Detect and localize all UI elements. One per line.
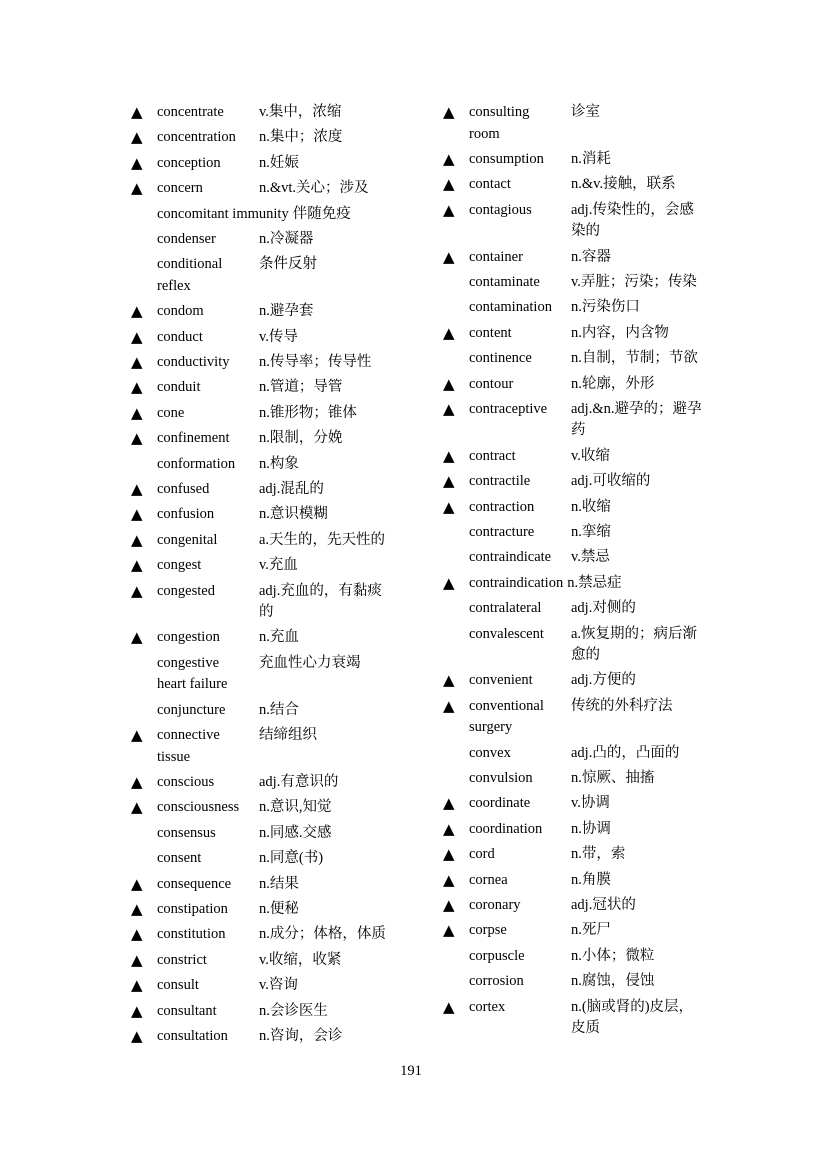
triangle-marker-icon: ▲ [131, 128, 143, 147]
entry-definition: n.腐蚀，侵蚀 [571, 973, 655, 990]
triangle-marker-icon: ▲ [131, 302, 143, 321]
entry-definition: adj.凸的，凸面的 [571, 744, 680, 761]
glossary-entry [128, 454, 394, 476]
entry-definition: adj.冠状的 [571, 897, 636, 914]
entry-definition: n.惊厥、抽搐 [571, 770, 655, 787]
glossary-entry [440, 598, 706, 620]
entry-term: contamination [469, 299, 552, 316]
entry-definition: n.成分；体格，体质 [259, 926, 386, 943]
glossary-entry [128, 479, 394, 501]
entry-term: cone [157, 404, 185, 421]
glossary-entry [440, 272, 706, 294]
entry-term: conscious [157, 773, 215, 790]
glossary-entry [440, 946, 706, 968]
entry-definition: n.结合 [259, 701, 299, 718]
glossary-entry [440, 743, 706, 765]
glossary-entry [128, 899, 394, 921]
entry-term: congested [157, 582, 215, 599]
glossary-entry [128, 377, 394, 399]
entry-term: contraindicate [469, 549, 552, 566]
triangle-marker-icon: ▲ [443, 175, 455, 194]
triangle-marker-icon: ▲ [443, 573, 455, 592]
glossary-entry [440, 374, 706, 396]
entry-term: convenient [469, 672, 533, 689]
glossary-entry [440, 624, 706, 667]
triangle-marker-icon: ▲ [443, 845, 455, 864]
entry-definition: n.内容，内含物 [571, 324, 669, 341]
entry-term: convulsion [469, 770, 533, 787]
glossary-entry [128, 327, 394, 349]
triangle-marker-icon: ▲ [131, 353, 143, 372]
entry-definition: n.会诊医生 [259, 1002, 328, 1019]
triangle-marker-icon: ▲ [443, 103, 455, 121]
triangle-marker-icon: ▲ [443, 997, 455, 1016]
entry-term: corpuscle [469, 947, 525, 964]
glossary-entry [440, 895, 706, 917]
entry-definition: 诊室 [571, 104, 600, 120]
entry-definition: n.妊娠 [259, 154, 299, 171]
entry-term: contagious [469, 201, 532, 218]
triangle-marker-icon: ▲ [131, 153, 143, 172]
triangle-marker-icon: ▲ [131, 798, 143, 817]
entry-term: convex [469, 744, 511, 761]
entry-definition: n.意识模糊 [259, 506, 328, 523]
entry-definition: 传统的外科疗法 [571, 697, 673, 714]
entry-definition: n.锥形物；锥体 [259, 404, 357, 421]
entry-term: conduit [157, 379, 201, 396]
entry-term: contractile [469, 473, 531, 490]
triangle-marker-icon: ▲ [131, 976, 143, 995]
triangle-marker-icon: ▲ [131, 530, 143, 549]
glossary-entry [440, 323, 706, 345]
glossary-entry [440, 971, 706, 993]
triangle-marker-icon: ▲ [131, 556, 143, 575]
entry-term: connective tissue [157, 727, 220, 765]
glossary-entry [128, 848, 394, 870]
triangle-marker-icon: ▲ [131, 327, 143, 346]
entry-term: contraceptive [469, 400, 548, 417]
triangle-marker-icon: ▲ [443, 696, 455, 715]
entry-term: content [469, 324, 512, 341]
glossary-entry [128, 403, 394, 425]
triangle-marker-icon: ▲ [131, 403, 143, 422]
glossary-entry [128, 874, 394, 896]
entry-term: cornea [469, 871, 508, 888]
entry-definition: n.角膜 [571, 871, 611, 888]
glossary-entry [128, 204, 394, 226]
triangle-marker-icon: ▲ [443, 472, 455, 491]
entry-run-in-line [157, 204, 393, 226]
entry-term: congestion [157, 629, 220, 646]
entry-term: consequence [157, 875, 232, 892]
entry-definition: n.同感.交感 [259, 824, 332, 841]
entry-definition: v.收缩，收紧 [259, 951, 342, 968]
entry-term: consulting room [469, 104, 530, 142]
entry-definition: adj.充血的，有黏痰的 [259, 582, 382, 621]
entry-term: conditional reflex [157, 256, 223, 294]
entry-term: concentrate [157, 104, 224, 120]
entry-definition: v.协调 [571, 795, 610, 812]
entry-definition: n.限制，分娩 [259, 430, 343, 447]
triangle-marker-icon: ▲ [131, 378, 143, 397]
triangle-marker-icon: ▲ [443, 323, 455, 342]
glossary-entry [440, 547, 706, 569]
entry-term: concomitant immunity [157, 205, 289, 222]
triangle-marker-icon: ▲ [443, 446, 455, 465]
entry-term: conductivity [157, 354, 230, 371]
glossary-entry [440, 870, 706, 892]
entry-definition: v.咨询 [259, 977, 298, 994]
entry-term: conjuncture [157, 701, 226, 718]
triangle-marker-icon: ▲ [131, 581, 143, 600]
triangle-marker-icon: ▲ [443, 896, 455, 915]
entry-definition: n.咨询，会诊 [259, 1027, 343, 1044]
right-column [440, 102, 706, 1044]
glossary-entry [440, 819, 706, 841]
glossary-entry [440, 522, 706, 544]
glossary-entry [128, 823, 394, 845]
entry-run-in-line [469, 573, 705, 595]
entry-definition: 伴随免疫 [292, 205, 351, 222]
glossary-entry [128, 1001, 394, 1023]
glossary-entry [128, 127, 394, 149]
entry-term: condenser [157, 230, 216, 247]
entry-definition: n.同意(书) [259, 850, 324, 867]
triangle-marker-icon: ▲ [131, 874, 143, 893]
entry-term: container [469, 248, 523, 265]
entry-term: continence [469, 350, 532, 367]
glossary-entry [128, 653, 394, 696]
glossary-entry [440, 200, 706, 243]
entry-definition: n.冷凝器 [259, 230, 314, 247]
entry-definition: a.天生的，先天性的 [259, 531, 386, 548]
entry-definition: n.收缩 [571, 498, 611, 515]
glossary-entry [440, 768, 706, 790]
entry-term: contraindication [469, 574, 564, 591]
entry-term: contralateral [469, 600, 542, 617]
glossary-entry [440, 174, 706, 196]
glossary-entry [128, 725, 394, 768]
entry-definition: 结缔组织 [259, 727, 317, 744]
glossary-entry [440, 102, 706, 145]
glossary-entry [128, 428, 394, 450]
entry-definition: n.避孕套 [259, 303, 314, 320]
entry-definition: adj.对侧的 [571, 600, 636, 617]
triangle-marker-icon: ▲ [443, 497, 455, 516]
glossary-entry [440, 446, 706, 468]
entry-definition: n.传导率；传导性 [259, 354, 372, 371]
entry-definition: adj.&n.避孕的；避孕药 [571, 400, 702, 439]
entry-definition: n.(脑或肾的)皮层，皮质 [571, 998, 694, 1037]
entry-term: constipation [157, 900, 228, 917]
entry-definition: n.消耗 [571, 150, 611, 167]
entry-definition: 充血性心力衰竭 [259, 654, 361, 671]
triangle-marker-icon: ▲ [131, 103, 143, 121]
triangle-marker-icon: ▲ [131, 179, 143, 198]
entry-definition: v.充血 [259, 557, 298, 574]
entry-definition: 条件反射 [259, 256, 317, 273]
glossary-entry [128, 555, 394, 577]
glossary-entry [128, 627, 394, 649]
entry-definition: n.构象 [259, 455, 299, 472]
entry-term: concern [157, 180, 203, 197]
entry-term: contact [469, 176, 511, 193]
entry-term: contraction [469, 498, 535, 515]
triangle-marker-icon: ▲ [443, 819, 455, 838]
glossary-entry [440, 149, 706, 171]
entry-term: consultation [157, 1027, 228, 1044]
glossary-entry [440, 696, 706, 739]
entry-definition: n.&v.接触，联系 [571, 176, 676, 193]
entry-term: corrosion [469, 973, 524, 990]
entry-term: conduct [157, 328, 203, 345]
entry-term: contracture [469, 523, 535, 540]
entry-definition: n.管道；导管 [259, 379, 343, 396]
glossary-entry [440, 920, 706, 942]
triangle-marker-icon: ▲ [131, 772, 143, 791]
entry-term: cortex [469, 998, 506, 1015]
glossary-entry [128, 975, 394, 997]
glossary-entry [440, 399, 706, 442]
glossary-entry [128, 1026, 394, 1048]
triangle-marker-icon: ▲ [131, 505, 143, 524]
entry-definition: n.带，索 [571, 846, 626, 863]
entry-definition: n.轮廓，外形 [571, 375, 655, 392]
entry-term: congest [157, 557, 202, 574]
entry-term: congestive heart failure [157, 654, 228, 693]
glossary-entry [128, 301, 394, 323]
triangle-marker-icon: ▲ [443, 149, 455, 168]
entry-definition: v.集中，浓缩 [259, 104, 342, 120]
glossary-entry [440, 793, 706, 815]
entry-term: coordination [469, 820, 543, 837]
entry-definition: adj.有意识的 [259, 773, 339, 790]
entry-term: contour [469, 375, 514, 392]
entry-term: condom [157, 303, 204, 320]
entry-term: congenital [157, 531, 218, 548]
entry-term: coordinate [469, 795, 531, 812]
entry-term: consciousness [157, 799, 240, 816]
glossary-entry [440, 348, 706, 370]
glossary-entry [128, 700, 394, 722]
triangle-marker-icon: ▲ [131, 726, 143, 745]
glossary-entry [440, 247, 706, 269]
entry-definition: v.禁忌 [571, 549, 610, 566]
triangle-marker-icon: ▲ [443, 870, 455, 889]
entry-definition: v.传导 [259, 328, 298, 345]
entry-term: conventional surgery [469, 697, 544, 736]
glossary-entry [440, 471, 706, 493]
entry-term: conception [157, 154, 221, 171]
triangle-marker-icon: ▲ [131, 479, 143, 498]
glossary-entry [128, 352, 394, 374]
triangle-marker-icon: ▲ [443, 374, 455, 393]
entry-definition: adj.传染性的，会感染的 [571, 201, 694, 240]
entry-term: consensus [157, 824, 216, 841]
entry-term: consumption [469, 150, 544, 167]
entry-definition: n.禁忌症 [567, 574, 622, 591]
triangle-marker-icon: ▲ [443, 794, 455, 813]
entry-term: constitution [157, 926, 226, 943]
entry-term: confusion [157, 506, 215, 523]
triangle-marker-icon: ▲ [131, 950, 143, 969]
glossary-entry [128, 772, 394, 794]
entry-definition: n.容器 [571, 248, 611, 265]
entry-term: consult [157, 977, 199, 994]
entry-definition: n.协调 [571, 820, 611, 837]
triangle-marker-icon: ▲ [131, 429, 143, 448]
entry-term: contaminate [469, 273, 540, 290]
triangle-marker-icon: ▲ [131, 925, 143, 944]
entry-definition: n.充血 [259, 629, 299, 646]
glossary-entry [440, 997, 706, 1040]
glossary-entry [128, 153, 394, 175]
glossary-entry [128, 229, 394, 251]
glossary-entry [128, 581, 394, 624]
entry-definition: n.&vt.关心；涉及 [259, 180, 369, 197]
entry-definition: v.收缩 [571, 447, 610, 464]
triangle-marker-icon: ▲ [131, 628, 143, 647]
entry-definition: a.恢复期的；病后渐愈的 [571, 625, 698, 664]
glossary-entry [128, 254, 394, 297]
triangle-marker-icon: ▲ [131, 1001, 143, 1020]
entry-definition: adj.混乱的 [259, 480, 324, 497]
entry-term: confused [157, 480, 210, 497]
glossary-entry [128, 950, 394, 972]
entry-term: cord [469, 846, 495, 863]
entry-term: constrict [157, 951, 207, 968]
page-number: 191 [400, 1063, 422, 1079]
triangle-marker-icon: ▲ [443, 671, 455, 690]
entry-term: contract [469, 447, 516, 464]
glossary-entry [440, 297, 706, 319]
glossary-entry [128, 178, 394, 200]
entry-term: conformation [157, 455, 236, 472]
entry-definition: n.挛缩 [571, 523, 611, 540]
glossary-entry [440, 844, 706, 866]
entry-definition: n.便秘 [259, 900, 299, 917]
entry-term: concentration [157, 129, 236, 146]
entry-term: convalescent [469, 625, 544, 642]
triangle-marker-icon: ▲ [443, 200, 455, 219]
entry-term: corpse [469, 922, 507, 939]
glossary-entry [128, 102, 394, 124]
entry-definition: n.集中；浓度 [259, 129, 343, 146]
entry-definition: adj.方便的 [571, 672, 636, 689]
entry-definition: n.污染伤口 [571, 299, 640, 316]
triangle-marker-icon: ▲ [443, 921, 455, 940]
entry-term: coronary [469, 897, 521, 914]
glossary-entry [128, 530, 394, 552]
glossary-entry [128, 504, 394, 526]
glossary-entry [128, 924, 394, 946]
entry-definition: n.小体；微粒 [571, 947, 655, 964]
triangle-marker-icon: ▲ [443, 399, 455, 418]
triangle-marker-icon: ▲ [131, 899, 143, 918]
triangle-marker-icon: ▲ [443, 247, 455, 266]
entry-term: consultant [157, 1002, 217, 1019]
glossary-entry [128, 797, 394, 819]
entry-definition: v.弄脏；污染；传染 [571, 273, 697, 290]
glossary-entry [440, 573, 706, 595]
entry-term: consent [157, 850, 202, 867]
entry-definition: n.死尸 [571, 922, 611, 939]
entry-term: confinement [157, 430, 230, 447]
left-column [128, 102, 394, 1051]
entry-definition: adj.可收缩的 [571, 473, 651, 490]
entry-definition: n.自制，节制；节欲 [571, 350, 698, 367]
entry-definition: n.意识,知觉 [259, 799, 332, 816]
triangle-marker-icon: ▲ [131, 1026, 143, 1045]
glossary-entry [440, 497, 706, 519]
glossary-entry [440, 670, 706, 692]
entry-definition: n.结果 [259, 875, 299, 892]
